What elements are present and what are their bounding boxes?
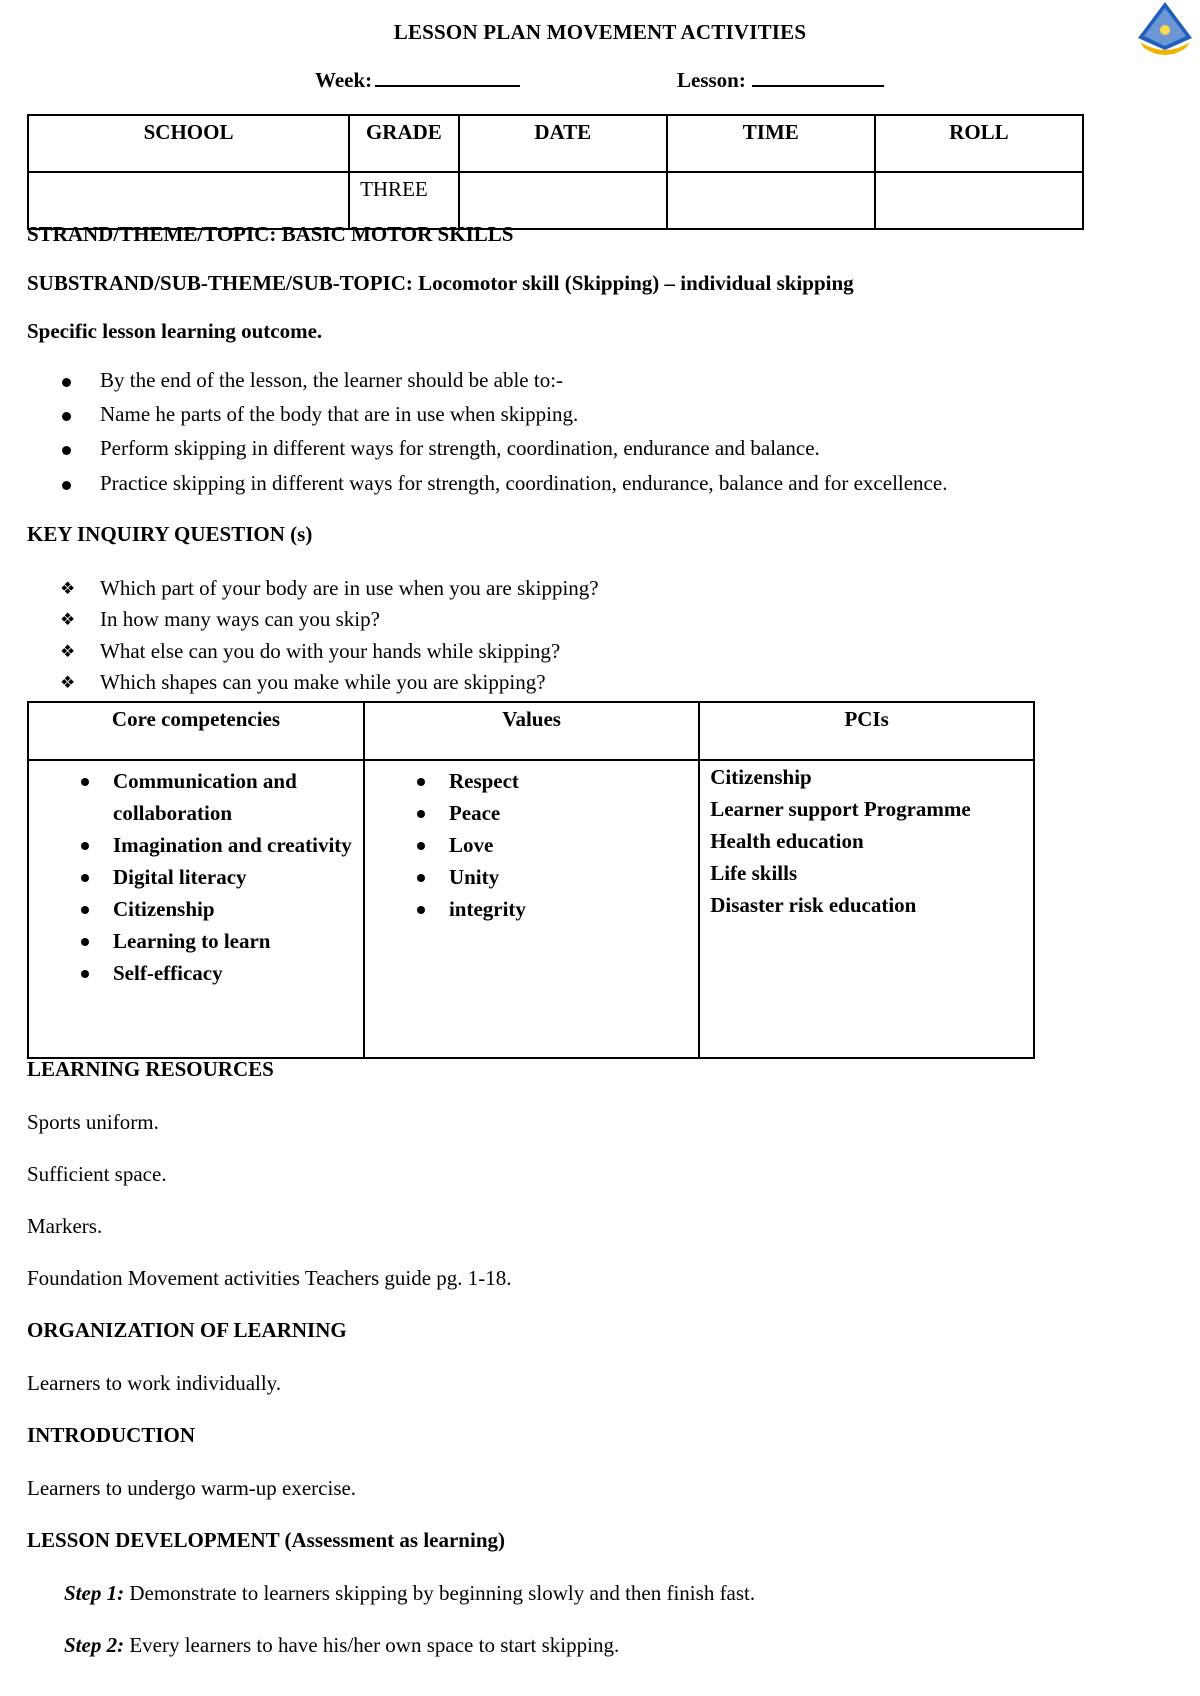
development-heading: LESSON DEVELOPMENT (Assessment as learning) xyxy=(27,1528,505,1552)
resource-item: Sports uniform. xyxy=(27,1110,159,1134)
competency-header-row xyxy=(28,702,1034,760)
lesson-field xyxy=(677,67,884,93)
list-item: Life skills xyxy=(710,861,798,885)
lesson-label: Lesson: xyxy=(677,68,746,92)
organization-text: Learners to work individually. xyxy=(27,1371,282,1395)
value-roll xyxy=(875,172,1083,229)
introduction-heading: INTRODUCTION xyxy=(27,1423,196,1447)
competency-table xyxy=(27,701,1035,1059)
list-item: Self-efficacy xyxy=(29,957,363,989)
step-2-text: Every learners to have his/her own space to start skipping. xyxy=(129,1633,620,1657)
list-item: Digital literacy xyxy=(29,861,363,893)
page-title: LESSON PLAN MOVEMENT ACTIVITIES xyxy=(393,20,807,44)
list-item: Learning to learn xyxy=(29,925,363,957)
list-item: Disaster risk education xyxy=(710,893,917,917)
week-label: Week: xyxy=(315,68,373,92)
header-time: TIME xyxy=(667,115,875,172)
list-item: Learner support Programme xyxy=(710,797,971,821)
list-item: integrity xyxy=(365,893,698,925)
list-item: Citizenship xyxy=(710,765,812,789)
list-item: Love xyxy=(365,829,698,861)
list-item: Citizenship xyxy=(29,893,363,925)
substrand-label: SUBSTRAND/SUB-THEME/SUB-TOPIC: xyxy=(27,271,413,295)
list-item: Imagination and creativity xyxy=(29,829,363,861)
diamond-bullet-icon: ❖ xyxy=(60,579,76,598)
values-cell xyxy=(364,760,699,1058)
header-core-competencies: Core competencies xyxy=(28,702,364,760)
info-table-header-row xyxy=(28,115,1083,172)
strand-label: STRAND/THEME/TOPIC: xyxy=(27,222,277,246)
school-logo-icon xyxy=(1130,0,1200,60)
step-1-text: Demonstrate to learners skipping by beginning slowly and then finish fast. xyxy=(129,1581,756,1605)
step-2-label: Step 2: xyxy=(64,1633,125,1657)
diamond-bullet-icon: ❖ xyxy=(60,610,76,629)
step-2 xyxy=(64,1633,619,1658)
header-date: DATE xyxy=(459,115,667,172)
core-competencies-cell xyxy=(28,760,364,1058)
competency-body-row xyxy=(28,760,1034,1058)
resource-item: Sufficient space. xyxy=(27,1162,167,1186)
list-item: Respect xyxy=(365,765,698,797)
diamond-bullet-icon: ❖ xyxy=(60,673,76,692)
diamond-bullet-icon: ❖ xyxy=(60,642,76,661)
list-item: Unity xyxy=(365,861,698,893)
substrand-line xyxy=(27,271,854,296)
value-school xyxy=(28,172,349,229)
step-1-label: Step 1: xyxy=(64,1581,125,1605)
strand-line xyxy=(27,222,513,247)
resource-item: Markers. xyxy=(27,1214,103,1238)
value-time xyxy=(667,172,875,229)
bullet-icon xyxy=(62,378,71,387)
week-field xyxy=(315,67,520,93)
value-grade: THREE xyxy=(349,172,459,229)
strand-value: BASIC MOTOR SKILLS xyxy=(281,222,514,246)
introduction-text: Learners to undergo warm-up exercise. xyxy=(27,1476,357,1500)
inquiry-heading: KEY INQUIRY QUESTION (s) xyxy=(27,522,313,546)
list-item: Communication and collaboration xyxy=(29,765,363,829)
lesson-blank[interactable] xyxy=(752,67,884,87)
list-item: Peace xyxy=(365,797,698,829)
outcome-heading: Specific lesson learning outcome. xyxy=(27,319,323,343)
resources-heading: LEARNING RESOURCES xyxy=(27,1057,274,1081)
week-blank[interactable] xyxy=(375,67,520,87)
bullet-icon xyxy=(62,412,71,421)
bullet-icon xyxy=(62,481,71,490)
resource-item: Foundation Movement activities Teachers guide pg. 1-18. xyxy=(27,1266,512,1290)
header-roll: ROLL xyxy=(875,115,1083,172)
step-1 xyxy=(64,1581,755,1606)
info-table xyxy=(27,114,1084,230)
organization-heading: ORGANIZATION OF LEARNING xyxy=(27,1318,347,1342)
pcis-cell xyxy=(699,760,1034,1058)
info-table-value-row xyxy=(28,172,1083,229)
substrand-value: Locomotor skill (Skipping) – individual skipping xyxy=(418,271,854,295)
header-pcis: PCIs xyxy=(699,702,1034,760)
header-school: SCHOOL xyxy=(28,115,349,172)
bullet-icon xyxy=(62,446,71,455)
list-item: Health education xyxy=(710,829,864,853)
header-grade: GRADE xyxy=(349,115,459,172)
header-values: Values xyxy=(364,702,699,760)
value-date xyxy=(459,172,667,229)
